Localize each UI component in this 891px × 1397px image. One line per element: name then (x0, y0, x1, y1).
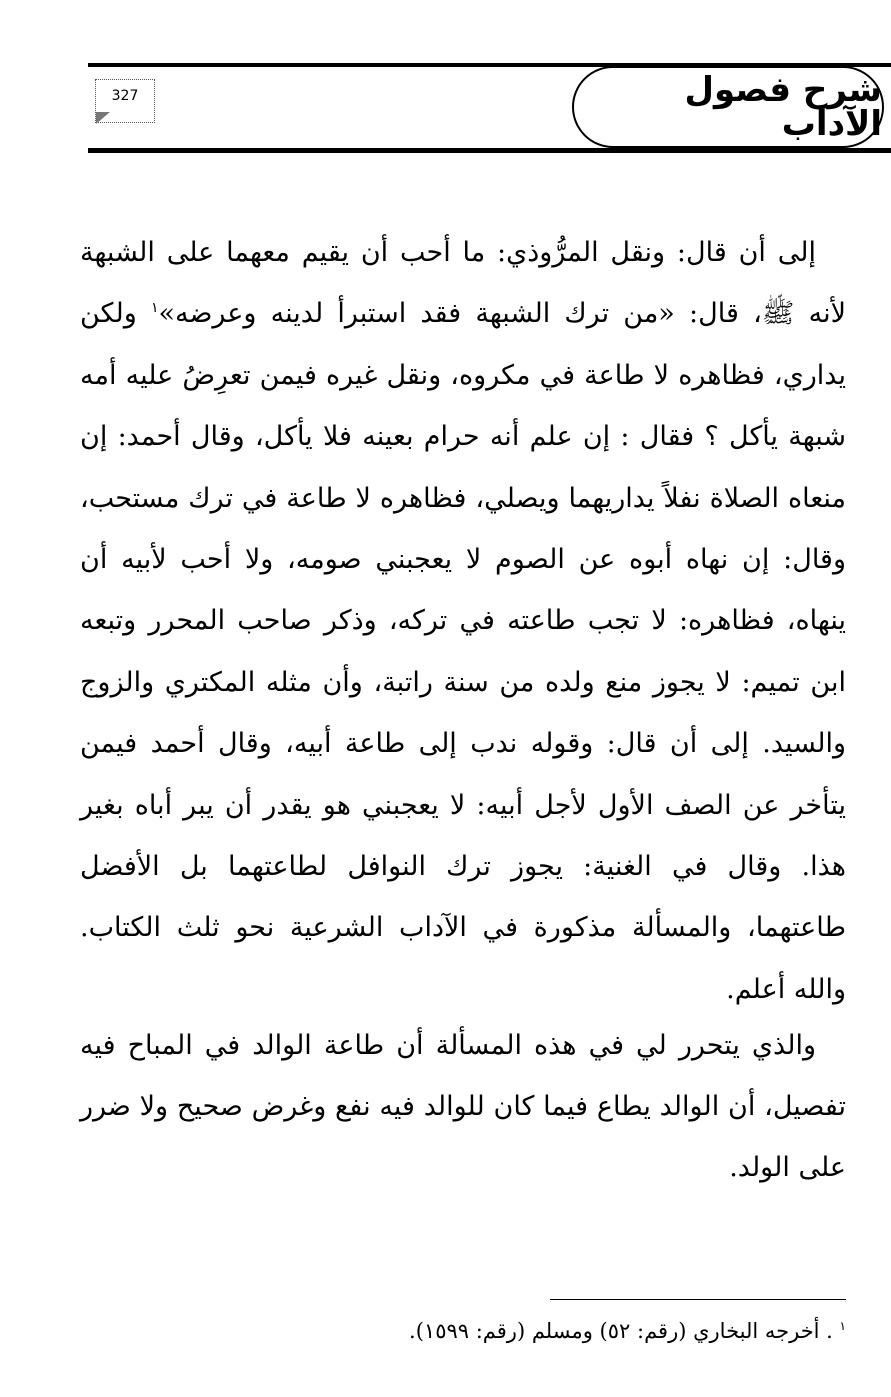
book-title: شرح فصول الآداب (684, 70, 882, 144)
footnote-text: . أخرجه البخاري (رقم: ٥٢) ومسلم (رقم: ١٥٩٩). (409, 1319, 833, 1343)
page-header (0, 0, 891, 170)
paragraph-1-text (80, 222, 846, 1020)
paragraph-1-part-a: إلى أن قال: ونقل المرُّوذي: ما أحب أن يقيم معهما على الشبهة لأنه ﷺ، قال: «من ترك الشبهة فقد استبرأ لدينه وعرضه» (80, 237, 847, 330)
header-bottom-rule (88, 148, 891, 153)
page-corner-fold-icon (96, 112, 110, 124)
book-title-box (572, 66, 884, 148)
paragraph-1-part-b: ولكن يداري، فظاهره لا طاعة في مكروه، ونقل غيره فيمن تعرِضُ عليه أمه شبهة يأكل ؟ فقال : إن علم أنه حرام بعينه فلا يأكل، وقال أحمد: إن منعاه الصلاة نفلاً يداريهما ويصلي، فظاهره لا طاعة في ترك مستحب، وقال: إن نهاه أبوه عن الصوم لا يعجبني صومه، ولا أحب لأبيه أن ينهاه، فظاهره: لا تجب طاعته في تركه، وذكر صاحب المحرر وتبعه ابن تميم: لا يجوز منع ولده من سنة راتبة، وأن مثله المكتري والزوج والسيد. إلى أن قال: وقوله ندب إلى طاعة أبيه، وقال أحمد فيمن يتأخر عن الصف الأول لأجل أبيه: لا يعجبني هو يقدر أن يبر أباه بغير هذا. وقال في الغنية: يجوز ترك النوافل لطاعتهما بل الأفضل طاعتهما، والمسألة مذكورة في الآداب الشرعية نحو ثلث الكتاب. والله أعلم. (80, 298, 846, 1005)
paragraph-2-text: والذي يتحرر لي في هذه المسألة أن طاعة الوالد في المباح فيه تفصيل، أن الوالد يطاع فيما كان للوالد فيه نفع وغرض صحيح ولا ضرر على الولد. (80, 1030, 846, 1183)
page-number-box (95, 79, 155, 123)
paragraph-2 (80, 1015, 846, 1198)
footnote-separator (550, 1299, 846, 1300)
page-number: 327 (111, 88, 139, 104)
footnote-1 (80, 1316, 846, 1346)
footnote-mark: ١ (839, 1319, 846, 1333)
footnote-reference: ١ (150, 300, 159, 317)
paragraph-1 (80, 222, 846, 1020)
